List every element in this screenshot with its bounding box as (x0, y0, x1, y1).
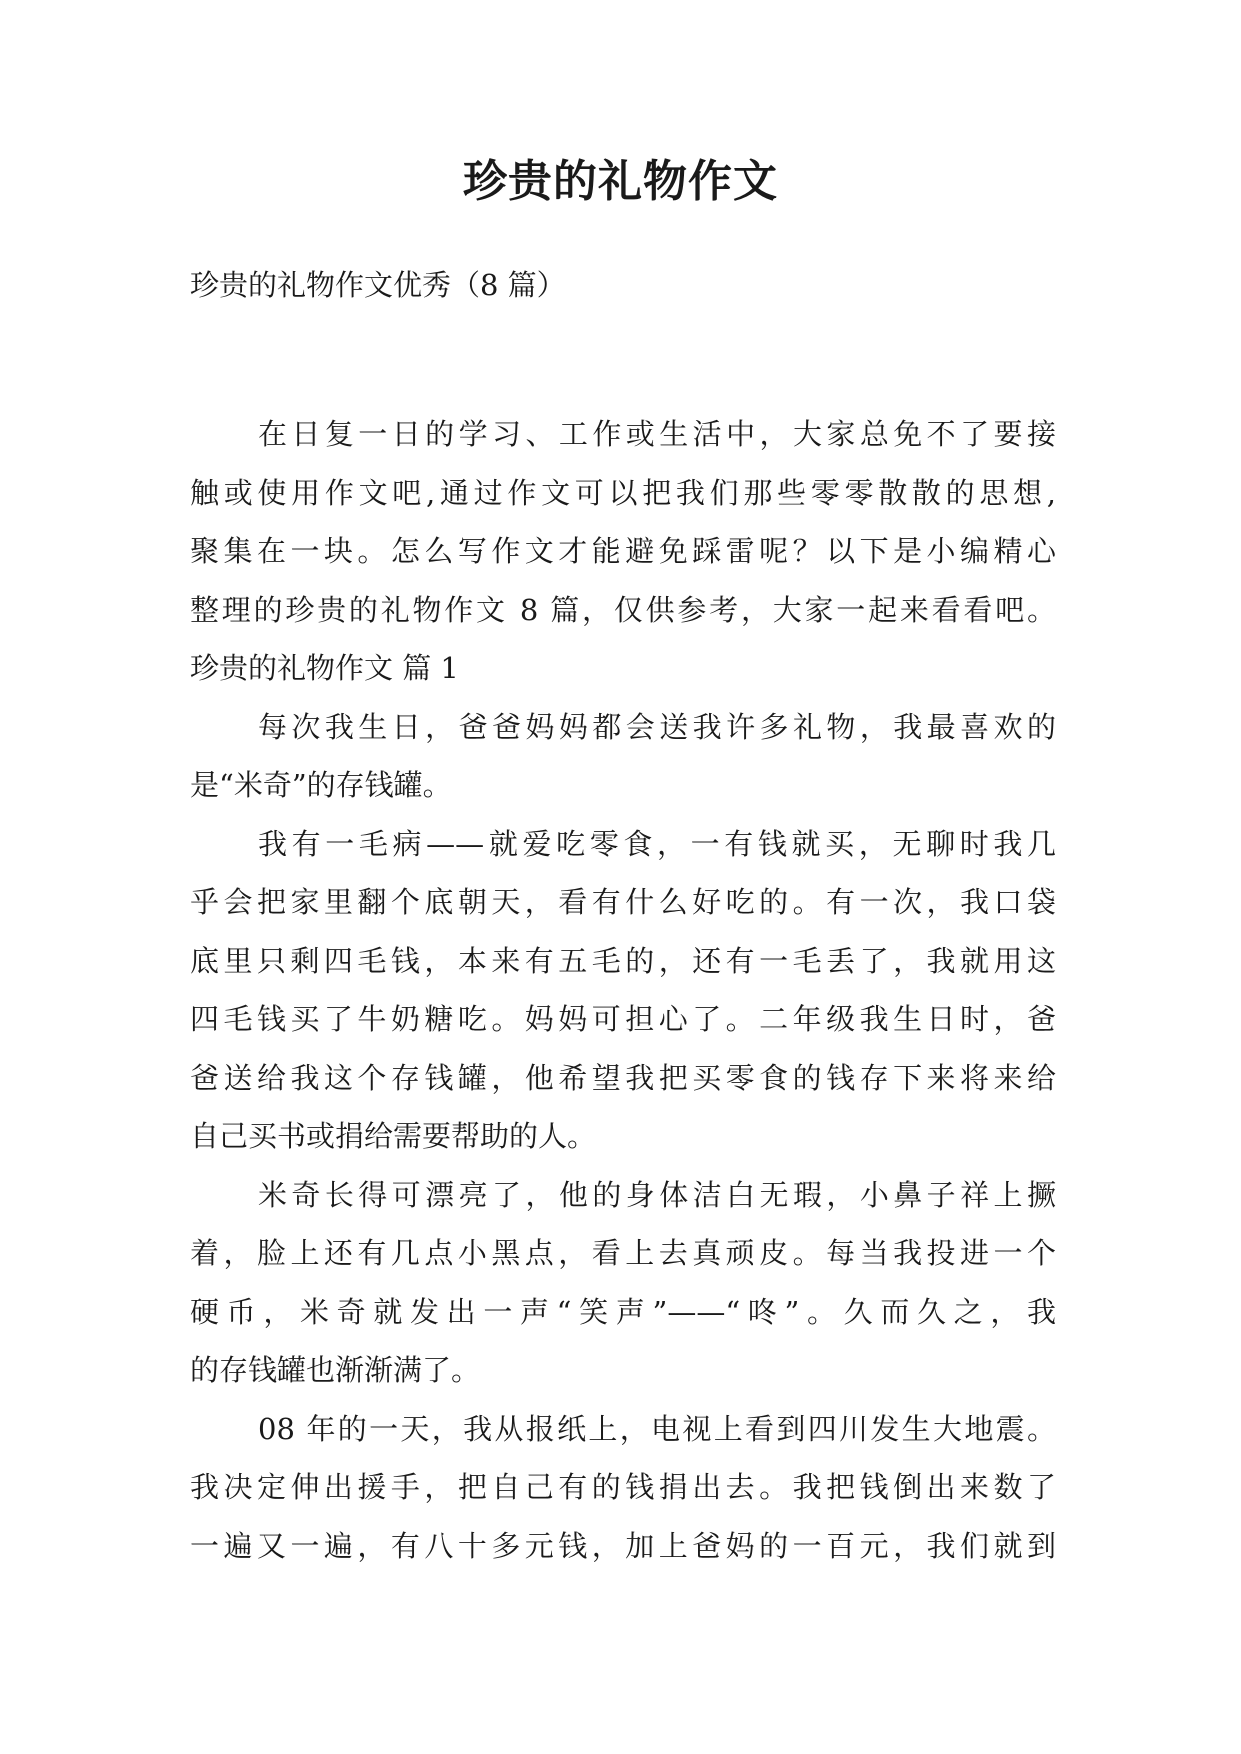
body-line: 整理的珍贵的礼物作文 8 篇，仅供参考，大家一起来看看吧。 (190, 592, 1056, 627)
body-line: 每次我生日，爸爸妈妈都会送我许多礼物，我最喜欢的 (258, 709, 1056, 744)
body-line: 自己买书或捐给需要帮助的人。 (190, 1119, 597, 1153)
document-subtitle: 珍贵的礼物作文优秀（8 篇） (190, 268, 566, 302)
body-line: 珍贵的礼物作文 篇 1 (190, 651, 459, 685)
body-line: 我有一毛病——就爱吃零食，一有钱就买，无聊时我几 (258, 826, 1056, 861)
body-line: 我决定伸出援手，把自己有的钱捐出去。我把钱倒出来数了 (190, 1470, 1056, 1504)
body-line: 触或使用作文吧,通过作文可以把我们那些零零散散的思想, (190, 475, 1056, 510)
body-line: 的存钱罐也渐渐满了。 (190, 1353, 481, 1387)
body-line: 是“米奇”的存钱罐。 (190, 768, 452, 802)
body-line: 一遍又一遍，有八十多元钱，加上爸妈的一百元，我们就到 (190, 1528, 1056, 1563)
body-line: 底里只剩四毛钱，本来有五毛的，还有一毛丢了，我就用这 (190, 943, 1056, 978)
body-line: 爸送给我这个存钱罐，他希望我把买零食的钱存下来将来给 (190, 1060, 1056, 1095)
body-line: 在日复一日的学习、工作或生活中，大家总免不了要接 (258, 417, 1056, 451)
body-line: 乎会把家里翻个底朝天，看有什么好吃的。有一次，我口袋 (190, 885, 1056, 919)
body-line: 四毛钱买了牛奶糖吃。妈妈可担心了。二年级我生日时，爸 (190, 1002, 1056, 1036)
body-line: 硬币，米奇就发出一声“笑声”——“咚”。久而久之，我 (190, 1294, 1056, 1329)
body-line: 08 年的一天，我从报纸上，电视上看到四川发生大地震。 (258, 1411, 1056, 1446)
body-line: 聚集在一块。怎么写作文才能避免踩雷呢？以下是小编精心 (190, 534, 1056, 568)
body-line: 着，脸上还有几点小黑点，看上去真顽皮。每当我投进一个 (190, 1236, 1056, 1270)
body-line: 米奇长得可漂亮了，他的身体洁白无瑕，小鼻子祥上撅 (258, 1177, 1056, 1212)
document-title: 珍贵的礼物作文 (463, 156, 778, 207)
document-body (190, 405, 1056, 1575)
